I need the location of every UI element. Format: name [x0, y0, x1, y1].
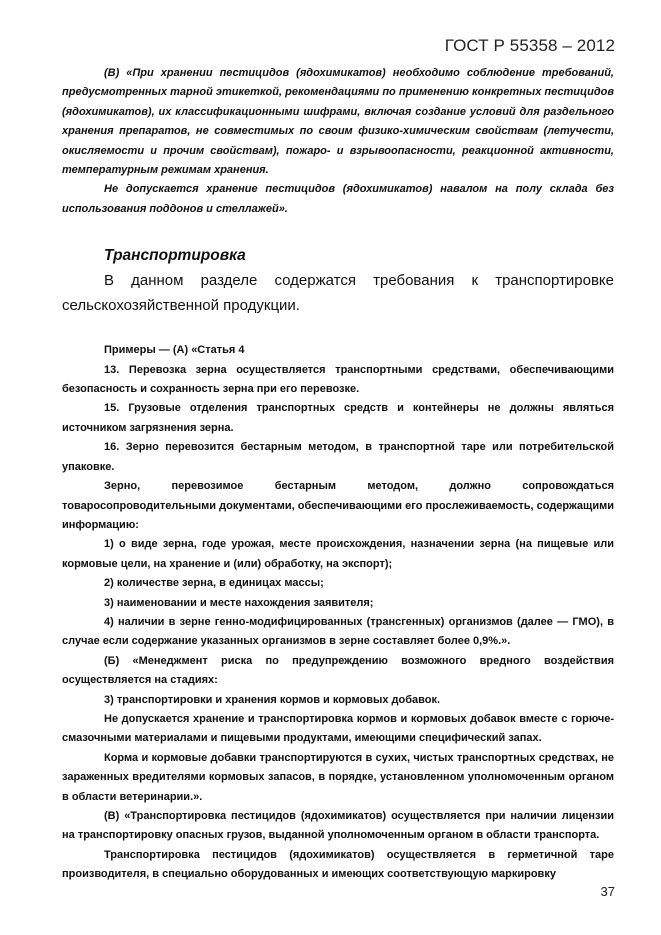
examples-lead: Примеры — (А) «Статья 4 — [104, 344, 245, 357]
spacer — [62, 318, 614, 341]
example-item: 2) количестве зерна, в единицах массы; — [104, 577, 324, 590]
example-item: 16. Зерно перевозится бестарным методом, в транспортной таре или потребительской упаковке. — [62, 441, 614, 473]
example-item: (Б) «Менеджмент риска по предупреждению возможного вредного воздействия осуществляется на стадиях: — [62, 654, 614, 687]
example-item: (В) «Транспортировка пестицидов (ядохимикатов) осуществляется при наличии лицензии на транспортировку опасных грузов, выданной уполномоченным органом в области транспорта. — [62, 810, 614, 842]
example-item: Транспортировка пестицидов (ядохимикатов) осуществляется в герметичной таре производителя, в специально оборудованных и имеющих соответствующую маркировку — [62, 848, 614, 881]
standard-header: ГОСТ Р 55358 – 2012 — [444, 36, 615, 55]
example-item: Зерно, перевозимое бестарным методом, должно сопровождаться товаросопроводительными документами, обеспечивающими его прослеживаемость, содержащими информацию: — [62, 480, 614, 531]
example-item: Не допускается хранение и транспортировка кормов и кормовых добавок вместе с горюче-смазочными материалами и пищевыми продуктами, имеющими специфический запах. — [62, 712, 614, 745]
example-item: 15. Грузовые отделения транспортных средств и контейнеры не должны являться источником загрязнения зерна. — [62, 402, 614, 434]
example-item: 1) о виде зерна, годе урожая, месте происхождения, назначении зерна (на пищевые или кормовые цели, на хранение и (или) обработку, на экспорт); — [62, 538, 614, 570]
example-item: 4) наличии в зерне генно-модифицированных (трансгенных) организмов (далее — ГМО), в случае если содержание указанных организмов в зерне составляет более 0,9%.». — [62, 615, 614, 648]
paragraph-storage-prohibition: Не допускается хранение пестицидов (ядохимикатов) навалом на полу склада без использования поддонов и стеллажей». — [62, 183, 614, 215]
example-item: 3) наименовании и месте нахождения заявителя; — [104, 596, 374, 609]
document-body — [62, 64, 614, 885]
example-item: 13. Перевозка зерна осуществляется транспортными средствами, обеспечивающими безопасность и сохранность зерна при его перевозке. — [62, 363, 614, 396]
paragraph-storage-requirements: (В) «При хранении пестицидов (ядохимикатов) необходимо соблюдение требований, предусмотренных тарной этикеткой, рекомендациями по применению конкретных пестицидов (ядохимикатов), их классификационными шифрами, включая создание условий для раздельного хранения препаратов, не совместимых по своим физико-химическим свойствам (летучести, окисляемости и прочим свойствам), пожаро- и взрывоопасности, реакционной активности, температурным режимам хранения. — [62, 67, 614, 177]
section-intro: В данном разделе содержатся требования к транспортировке сельскохозяйственной продукции. — [62, 272, 614, 315]
example-item: 3) транспортировки и хранения кормов и кормовых добавок. — [104, 693, 441, 706]
example-item: Корма и кормовые добавки транспортируются в сухих, чистых транспортных средствах, не зараженных вредителями кормовых запасов, в порядке, установленном уполномоченным органом в области ветеринарии.». — [62, 751, 614, 803]
section-title: Транспортировка — [104, 247, 246, 265]
page-number: 37 — [600, 884, 615, 899]
